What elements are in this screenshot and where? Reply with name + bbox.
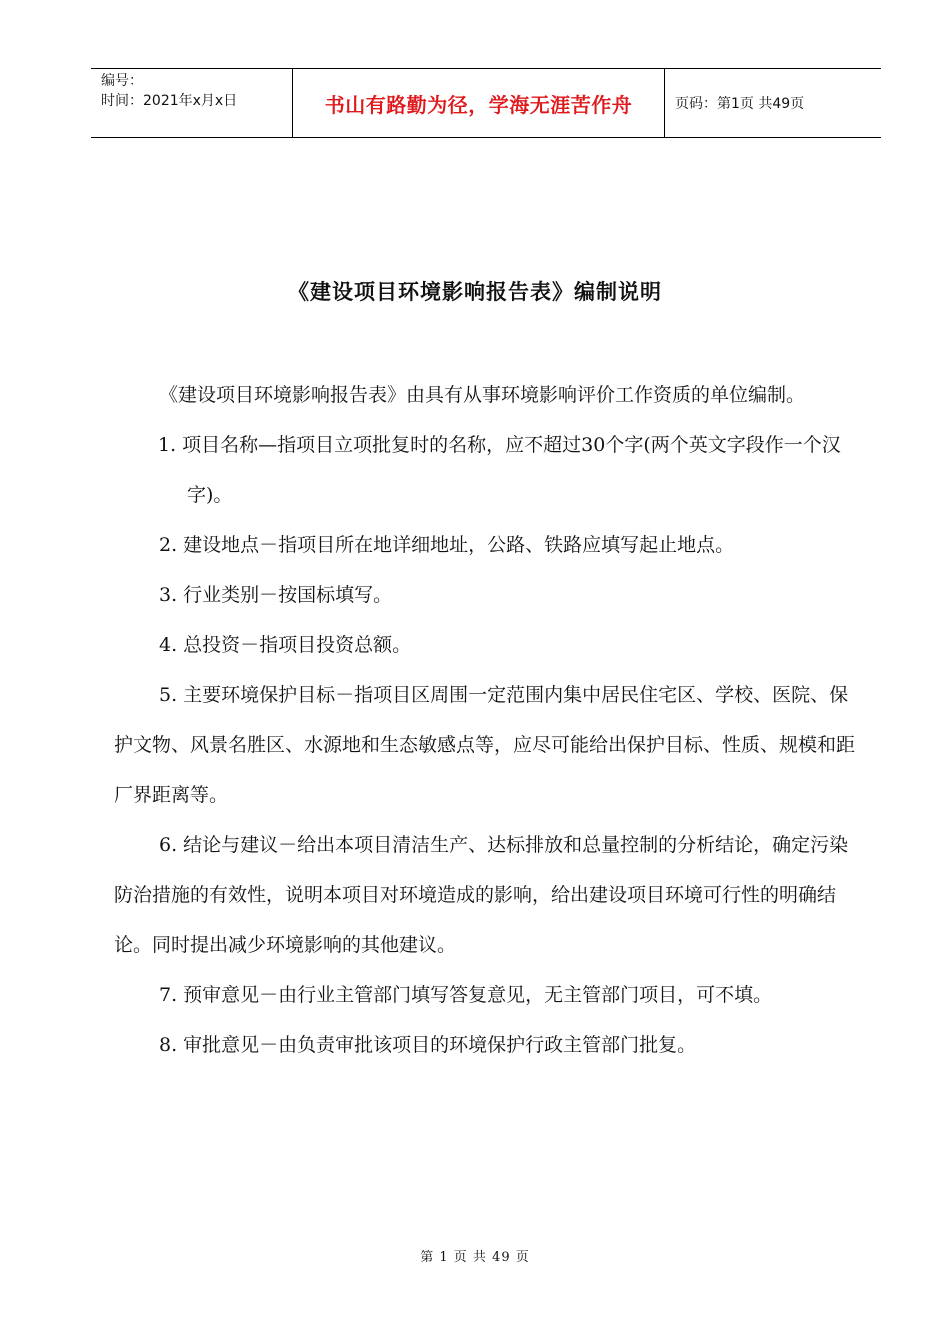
page-footer: 第 1 页 共 49 页 xyxy=(420,1250,530,1265)
list-item-1: 1. 项目名称—指项目立项批复时的名称，应不超过30个字(两个英文字段作一个汉字)。 xyxy=(158,434,841,506)
motto-text: 书山有路勤为径，学海无涯苦作舟 xyxy=(324,92,633,117)
document-body xyxy=(114,370,866,1070)
list-item-6: 6. 结论与建议－给出本项目清洁生产、达标排放和总量控制的分析结论，确定污染防治措施的有效性，说明本项目对环境造成的影响，给出建设项目环境可行性的明确结论。同时提出减少环境影响的其他建议。 xyxy=(114,834,849,956)
header-motto-cell xyxy=(293,69,665,137)
list-item-2: 2. 建设地点－指项目所在地详细地址，公路、铁路应填写起止地点。 xyxy=(159,534,735,556)
header-meta-cell xyxy=(91,69,293,137)
list-item-7: 7. 预审意见－由行业主管部门填写答复意见，无主管部门项目，可不填。 xyxy=(159,984,773,1006)
list-item-5: 5. 主要环境保护目标－指项目区周围一定范围内集中居民住宅区、学校、医院、保护文物、风景名胜区、水源地和生态敏感点等，应尽可能给出保护目标、性质、规模和距厂界距离等。 xyxy=(114,684,856,806)
header-page-cell xyxy=(665,69,881,137)
list-item-8: 8. 审批意见－由负责审批该项目的环境保护行政主管部门批复。 xyxy=(159,1034,697,1056)
header-page-label: 页码：第1页 共49页 xyxy=(675,96,805,112)
code-label: 编号： xyxy=(101,73,143,89)
list-item-3: 3. 行业类别－按国标填写。 xyxy=(159,584,393,606)
intro-paragraph: 《建设项目环境影响报告表》由具有从事环境影响评价工作资质的单位编制。 xyxy=(159,384,806,406)
page-header xyxy=(91,68,881,138)
list-item-4: 4. 总投资－指项目投资总额。 xyxy=(159,634,412,656)
document-title: 《建设项目环境影响报告表》编制说明 xyxy=(288,280,662,304)
time-label: 时间：2021年x月x日 xyxy=(101,93,238,109)
